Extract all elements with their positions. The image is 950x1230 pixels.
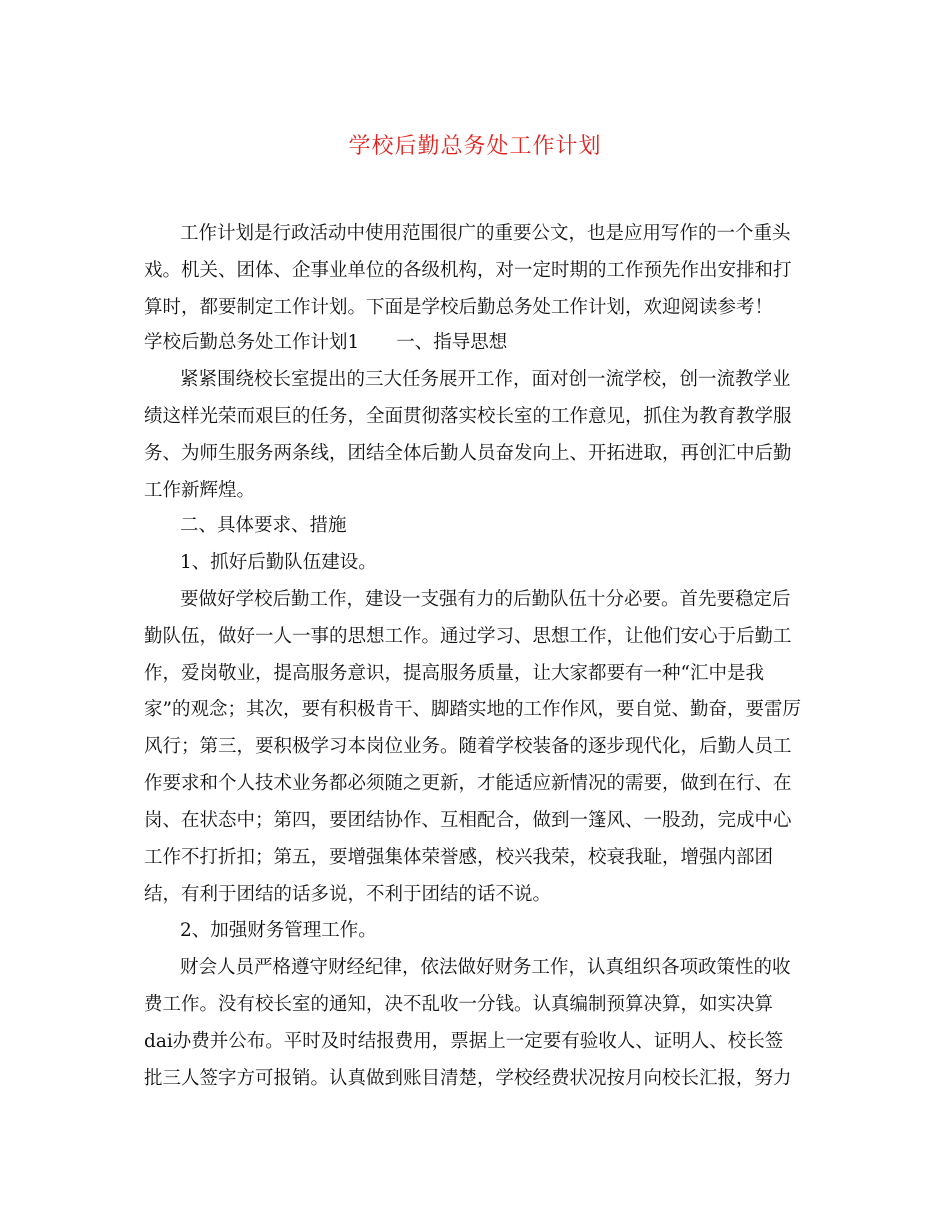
body-line: dai办费并公布。平时及时结报费用，票据上一定要有验收人、证明人、校长签	[144, 1031, 784, 1052]
body-line: 工作不打折扣；第五，要增强集体荣誉感，校兴我荣，校衰我耻，增强内部团	[144, 847, 774, 868]
subsection-heading: 1、抓好后勤队伍建设。	[180, 552, 377, 573]
body-line: 风行；第三，要积极学习本岗位业务。随着学校装备的逐步现代化，后勤人员工	[144, 736, 792, 757]
body-line: 家”的观念；其次，要有积极肯干、脚踏实地的工作作风，要自觉、勤奋，要雷厉	[144, 699, 801, 720]
body-line: 务、为师生服务两条线，团结全体后勤人员奋发向上、开拓进取，再创汇中后勤	[144, 443, 792, 464]
body-line: 岗、在状态中；第四，要团结协作、互相配合，做到一篷风、一股劲，完成中心	[144, 810, 792, 831]
body-line: 作，爱岗敬业，提高服务意识，提高服务质量，让大家都要有一种“汇中是我	[144, 663, 764, 684]
body-line: 要做好学校后勤工作，建设一支强有力的后勤队伍十分必要。首先要稳定后	[180, 589, 791, 610]
body-line: 结，有利于团结的话多说，不利于团结的话不说。	[144, 884, 552, 905]
subsection-heading: 2、加强财务管理工作。	[180, 920, 377, 941]
body-line: 勤队伍，做好一人一事的思想工作。通过学习、思想工作，让他们安心于后勤工	[144, 626, 792, 647]
body-line: 批三人签字方可报销。认真做到账目清楚，学校经费状况按月向校长汇报，努力	[144, 1068, 792, 1089]
section-heading-line: 学校后勤总务处工作计划1 一、指导思想	[144, 332, 508, 353]
body-line: 算时，都要制定工作计划。下面是学校后勤总务处工作计划，欢迎阅读参考！	[144, 297, 774, 318]
document-title: 学校后勤总务处工作计划	[348, 134, 602, 159]
body-line: 工作新辉煌。	[144, 480, 256, 501]
body-line: 作要求和个人技术业务都必须随之更新，才能适应新情况的需要，做到在行、在	[144, 773, 792, 794]
body-line: 紧紧围绕校长室提出的三大任务展开工作，面对创一流学校，创一流教学业	[180, 369, 791, 390]
body-line: 财会人员严格遵守财经纪律，依法做好财务工作，认真组织各项政策性的收	[180, 957, 791, 978]
body-line: 费工作。没有校长室的通知，决不乱收一分钱。认真编制预算决算，如实决算	[144, 994, 774, 1015]
section-heading: 二、具体要求、措施	[180, 515, 347, 536]
body-line: 工作计划是行政活动中使用范围很广的重要公文，也是应用写作的一个重头	[180, 223, 791, 244]
body-line: 戏。机关、团体、企事业单位的各级机构，对一定时期的工作预先作出安排和打	[144, 260, 792, 281]
body-line: 绩这样光荣而艰巨的任务，全面贯彻落实校长室的工作意见，抓住为教育教学服	[144, 406, 792, 427]
